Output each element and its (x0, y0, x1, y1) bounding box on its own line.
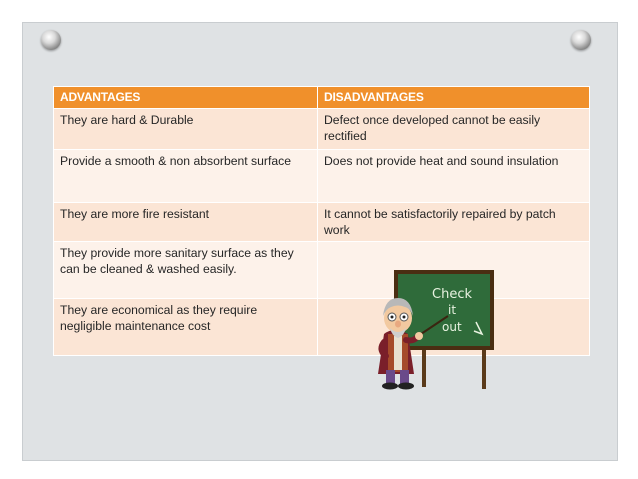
advantage-cell: They are hard & Durable (54, 109, 318, 150)
advantage-cell: They are more fire resistant (54, 203, 318, 242)
chalk-word-1: Check (432, 287, 472, 302)
header-advantages: ADVANTAGES (54, 87, 318, 109)
advantage-cell: They provide more sanitary surface as they can be cleaned & washed easily. (54, 242, 318, 299)
pushpin-right-icon (571, 30, 591, 50)
table-row (54, 203, 590, 242)
chalk-word-3: out (442, 320, 462, 334)
disadvantage-cell: Does not provide heat and sound insulation (318, 150, 590, 203)
table-row (54, 299, 590, 356)
table-header-row (54, 87, 590, 109)
disadvantage-cell: Defect once developed cannot be easily rectified (318, 109, 590, 150)
header-disadvantages: DISADVANTAGES (318, 87, 590, 109)
advantage-cell: They are economical as they require negligible maintenance cost (54, 299, 318, 356)
table-row (54, 150, 590, 203)
pushpin-left-icon (41, 30, 61, 50)
table-row (54, 109, 590, 150)
disadvantage-cell: It cannot be satisfactorily repaired by patch work (318, 203, 590, 242)
advantages-table (53, 86, 590, 356)
teacher-chalkboard-clipart (370, 262, 500, 392)
advantage-cell: Provide a smooth & non absorbent surface (54, 150, 318, 203)
table-row (54, 242, 590, 299)
chalk-word-2: it (448, 303, 457, 317)
